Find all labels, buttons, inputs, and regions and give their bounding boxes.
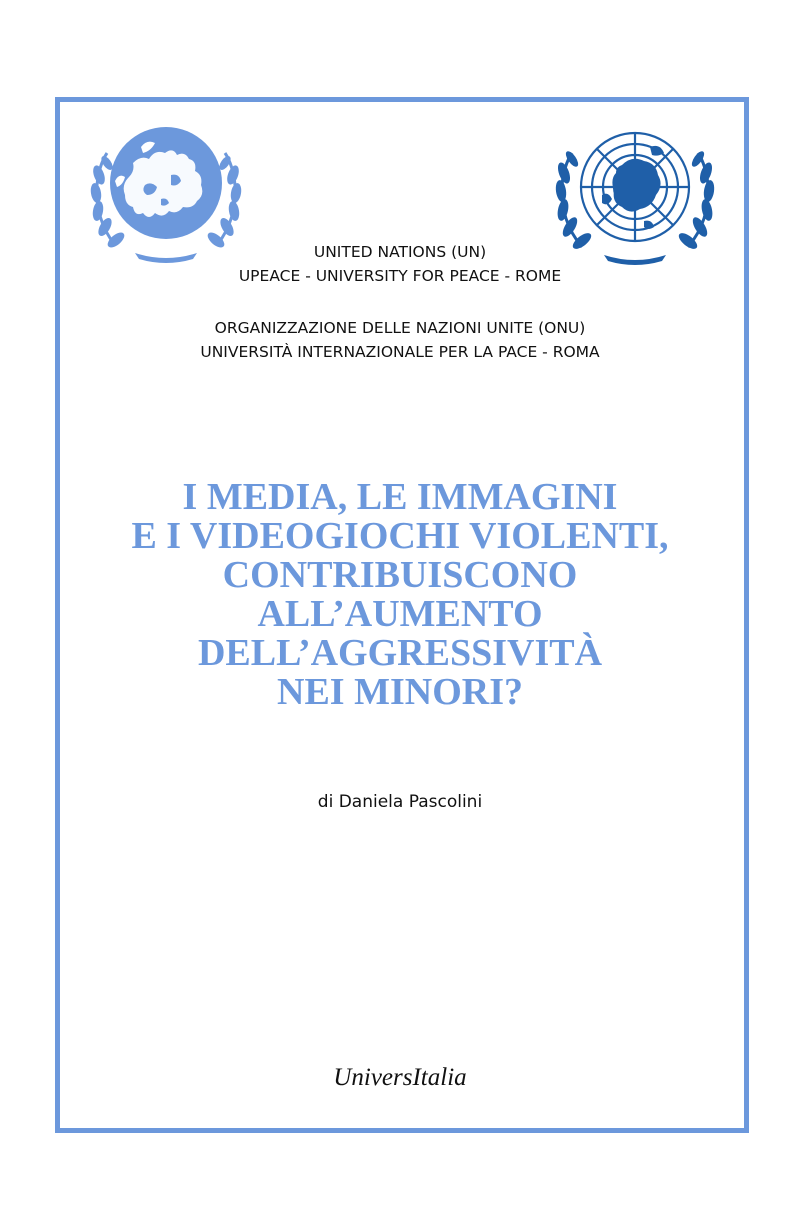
title-line: CONTRIBUISCONO (222, 554, 578, 596)
title-line: ALL’AUMENTO (257, 593, 543, 635)
institution-english (0, 240, 800, 288)
title-line: NEI MINORI? (277, 671, 523, 713)
institution-it-line2: UNIVERSITÀ INTERNAZIONALE PER LA PACE - ROMA (200, 343, 600, 361)
institution-en-line1: UNITED NATIONS (UN) (313, 243, 487, 261)
title-line: DELL’AGGRESSIVITÀ (197, 632, 603, 674)
institution-en-line2: UPEACE - UNIVERSITY FOR PEACE - ROME (238, 267, 562, 285)
institution-italian (0, 316, 800, 364)
title-line: I MEDIA, LE IMMAGINI (182, 476, 618, 518)
publisher-name: UniversItalia (333, 1064, 467, 1091)
author-line: di Daniela Pascolini (317, 792, 483, 812)
institution-it-line1: ORGANIZZAZIONE DELLE NAZIONI UNITE (ONU) (214, 319, 586, 337)
book-title (0, 478, 800, 712)
title-line: E I VIDEOGIOCHI VIOLENTI, (131, 515, 669, 557)
